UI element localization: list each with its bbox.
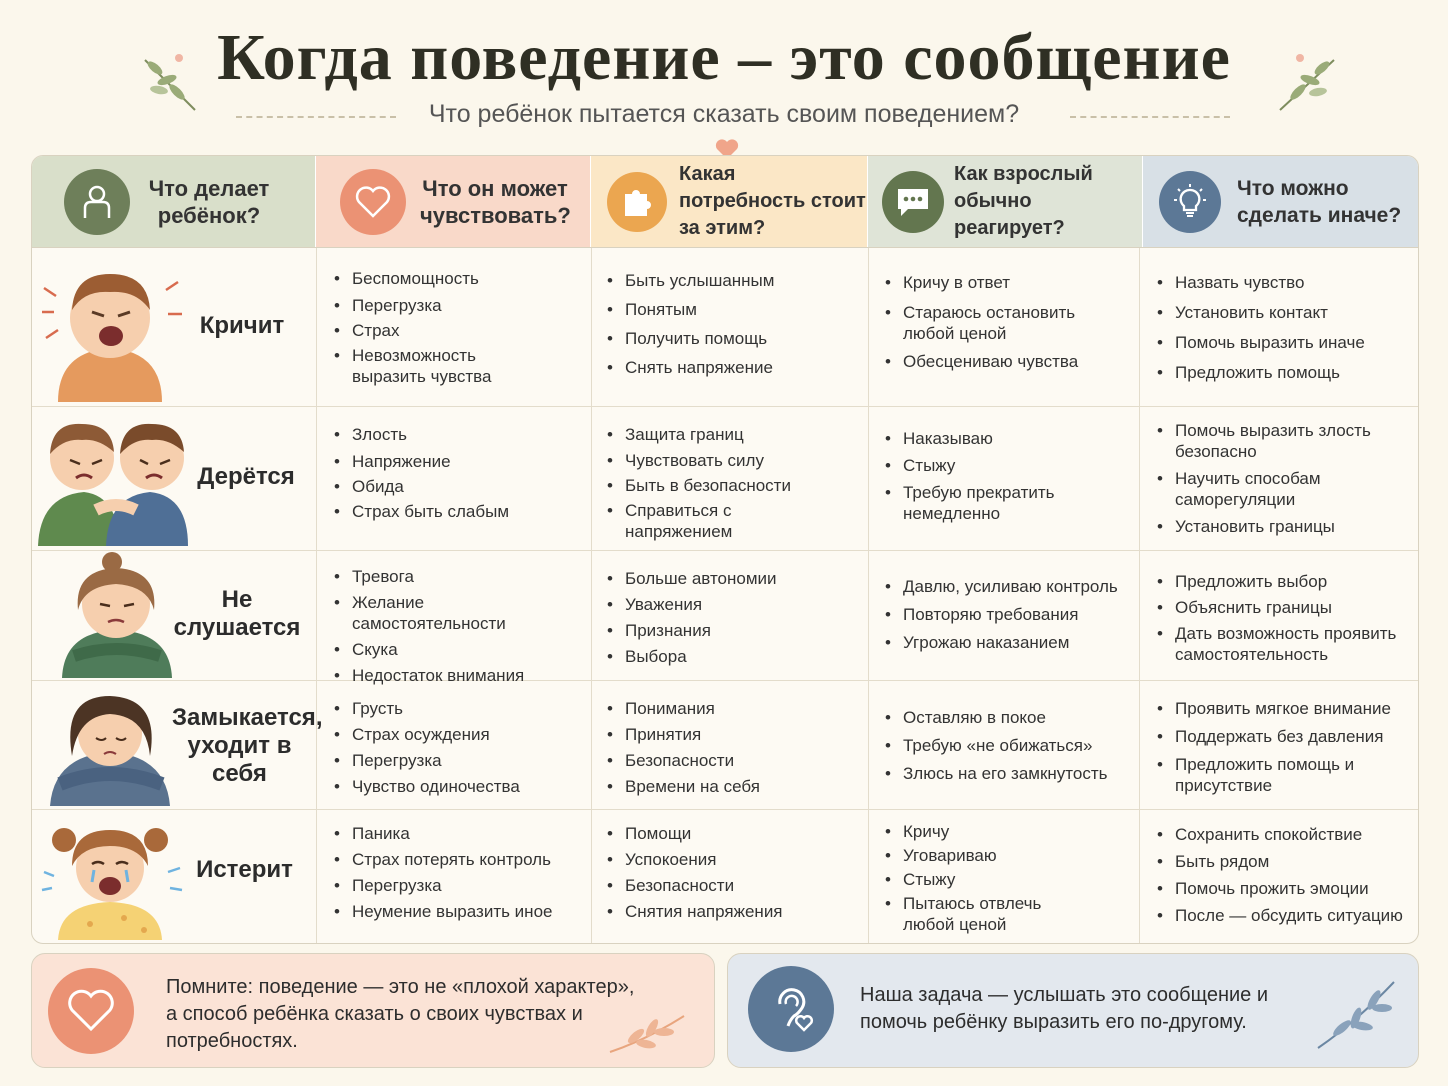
list-item: • Пытаюсь отвлечь любой ценой: [883, 893, 1063, 935]
list-item: • Предложить выбор: [1155, 571, 1410, 592]
needs-list: [605, 698, 860, 797]
list-item: • Дать возможность проявить самостоятельность: [1155, 623, 1410, 665]
column-header-label: Что можно сделать иначе?: [1237, 176, 1402, 227]
list-item: • Сохранить спокойствие: [1155, 824, 1410, 845]
list-item: • Времени на себя: [605, 776, 860, 797]
list-item: • Паника: [332, 823, 582, 844]
needs-list: [605, 424, 860, 542]
task-text: Наша задача — услышать это сообщение и помочь ребёнку выразить его по-другому.: [860, 984, 1269, 1033]
list-item: • Принятия: [605, 724, 860, 745]
list-item: • Уговариваю: [883, 845, 1133, 866]
list-item: • Тревога: [332, 566, 582, 587]
list-item: • Объяснить границы: [1155, 597, 1410, 618]
list-item: • Предложить помощь: [1155, 362, 1410, 383]
leaf-sprig-icon: [1312, 976, 1402, 1052]
column-header-alternative: [1143, 156, 1418, 247]
list-item: • Предложить помощь и присутствие: [1155, 754, 1365, 796]
column-divider: [316, 247, 317, 943]
list-item: • Помочь прожить эмоции: [1155, 878, 1410, 899]
withdrawn-child-illustration: [46, 686, 184, 806]
list-item: • Быть услышанным: [605, 270, 860, 291]
list-item: • Научить способам саморегуляции: [1155, 468, 1355, 510]
row-divider: [32, 247, 1418, 248]
listening-ear-icon: [748, 966, 834, 1052]
list-item: • Оставляю в покое: [883, 707, 1133, 728]
list-item: • Быть рядом: [1155, 851, 1410, 872]
list-item: • После — обсудить ситуацию: [1155, 905, 1410, 926]
page-title: Когда поведение – это сообщение: [217, 21, 1231, 94]
list-item: • Помочь выразить злость безопасно: [1155, 420, 1390, 462]
list-item: • Успокоения: [605, 849, 860, 870]
reaction-list: [883, 707, 1133, 784]
leaf-sprig-icon: [606, 1006, 690, 1056]
list-item: • Понимания: [605, 698, 860, 719]
list-item: • Безопасности: [605, 875, 860, 896]
needs-list: [605, 823, 860, 922]
list-item: • Перегрузка: [332, 750, 582, 771]
task-box: [727, 953, 1419, 1068]
list-item: • Угрожаю наказанием: [883, 632, 1133, 653]
needs-list: [605, 568, 860, 667]
speech-bubble-icon: [882, 171, 944, 233]
list-item: • Кричу: [883, 821, 1133, 842]
page-subtitle: Что ребёнок пытается сказать своим поведением?: [428, 100, 1020, 128]
behavior-label: Дерётся: [197, 463, 295, 490]
list-item: • Злость: [332, 424, 582, 445]
list-item: • Снятия напряжения: [605, 901, 860, 922]
column-header-label: Как взрослый обычно реагирует?: [954, 163, 1093, 239]
behavior-table: [31, 155, 1419, 944]
list-item: • Помочь выразить иначе: [1155, 332, 1410, 353]
reaction-list: [883, 821, 1133, 935]
alternative-list: [1155, 571, 1410, 665]
list-item: • Обида: [332, 476, 582, 497]
child-icon: [64, 169, 130, 235]
reminder-text: Помните: поведение — это не «плохой характер», а способ ребёнка сказать о своих чувствах и потребностях.: [166, 976, 635, 1052]
list-item: • Грусть: [332, 698, 582, 719]
list-item: • Снять напряжение: [605, 357, 860, 378]
subtitle-divider-right: [1070, 116, 1230, 118]
list-item: • Признания: [605, 620, 860, 641]
behavior-label: Не слушается: [173, 586, 301, 641]
heart-icon: [48, 968, 134, 1054]
behavior-label: Истерит: [196, 856, 293, 883]
list-item: • Скука: [332, 639, 582, 660]
column-divider: [868, 247, 869, 943]
feelings-list: [332, 424, 582, 522]
list-item: • Страх: [332, 320, 582, 341]
lightbulb-icon: [1159, 171, 1221, 233]
row-divider: [32, 680, 1418, 681]
reaction-list: [883, 272, 1123, 372]
list-item: • Помощи: [605, 823, 860, 844]
list-item: • Перегрузка: [332, 295, 582, 316]
list-item: • Понятым: [605, 299, 860, 320]
reminder-box: [31, 953, 715, 1068]
list-item: • Безопасности: [605, 750, 860, 771]
list-item: • Больше автономии: [605, 568, 860, 589]
list-item: • Назвать чувство: [1155, 272, 1410, 293]
crying-child-illustration: [40, 812, 190, 940]
list-item: • Уважения: [605, 594, 860, 615]
list-item: • Страх осуждения: [332, 724, 582, 745]
list-item: • Перегрузка: [332, 875, 582, 896]
column-header-feelings: [316, 156, 591, 247]
list-item: • Невозможность выразить чувства: [332, 345, 512, 387]
list-item: • Напряжение: [332, 451, 582, 472]
list-item: • Стыжу: [883, 455, 1123, 476]
alternative-list: [1155, 420, 1410, 537]
list-item: • Страх быть слабым: [332, 501, 582, 522]
column-header-behavior: [32, 156, 316, 247]
feelings-list: [332, 698, 582, 797]
column-divider: [1139, 247, 1140, 943]
list-item: • Беспомощность: [332, 268, 582, 289]
list-item: • Кричу в ответ: [883, 272, 1123, 293]
puzzle-icon: [607, 172, 667, 232]
column-divider: [591, 247, 592, 943]
column-header-label: Что делает ребёнок?: [148, 175, 270, 228]
list-item: • Быть в безопасности: [605, 475, 860, 496]
defiant-child-illustration: [54, 550, 184, 678]
fighting-children-illustration: [36, 414, 192, 546]
list-item: • Давлю, усиливаю контроль: [883, 576, 1133, 597]
alternative-list: [1155, 698, 1410, 796]
list-item: • Злюсь на его замкнутость: [883, 763, 1133, 784]
behavior-label: Замыкается, уходит в себя: [172, 704, 323, 787]
column-header-label: Что он может чувствовать?: [420, 175, 571, 228]
column-header-label: Какая потребность стоит за этим?: [679, 163, 866, 239]
column-header-reaction: [868, 156, 1143, 247]
list-item: • Защита границ: [605, 424, 860, 445]
list-item: • Проявить мягкое внимание: [1155, 698, 1410, 719]
list-item: • Недостаток внимания: [332, 665, 582, 686]
row-divider: [32, 809, 1418, 810]
list-item: • Обесцениваю чувства: [883, 351, 1123, 372]
feelings-list: [332, 823, 582, 922]
reaction-list: [883, 576, 1133, 653]
feelings-list: [332, 566, 582, 686]
screaming-child-illustration: [38, 256, 188, 402]
list-item: • Страх потерять контроль: [332, 849, 582, 870]
list-item: • Чувствовать силу: [605, 450, 860, 471]
list-item: • Требую прекратить немедленно: [883, 482, 1073, 524]
list-item: • Стыжу: [883, 869, 1133, 890]
list-item: • Получить помощь: [605, 328, 860, 349]
alternative-list: [1155, 272, 1410, 383]
row-divider: [32, 550, 1418, 551]
heart-icon: [340, 169, 406, 235]
feelings-list: [332, 268, 582, 387]
list-item: • Наказываю: [883, 428, 1123, 449]
row-divider: [32, 406, 1418, 407]
list-item: • Чувство одиночества: [332, 776, 582, 797]
list-item: • Справиться с напряжением: [605, 500, 765, 542]
behavior-label: Кричит: [199, 312, 285, 339]
list-item: • Желание самостоятельности: [332, 592, 582, 634]
list-item: • Стараюсь остановить любой ценой: [883, 302, 1083, 344]
alternative-list: [1155, 824, 1410, 926]
list-item: • Требую «не обижаться»: [883, 735, 1133, 756]
list-item: • Неумение выразить иное: [332, 901, 582, 922]
list-item: • Установить контакт: [1155, 302, 1410, 323]
needs-list: [605, 270, 860, 378]
list-item: • Повторяю требования: [883, 604, 1133, 625]
column-header-needs: [591, 156, 868, 247]
list-item: • Выбора: [605, 646, 860, 667]
list-item: • Поддержать без давления: [1155, 726, 1410, 747]
reaction-list: [883, 428, 1123, 524]
list-item: • Установить границы: [1155, 516, 1410, 537]
